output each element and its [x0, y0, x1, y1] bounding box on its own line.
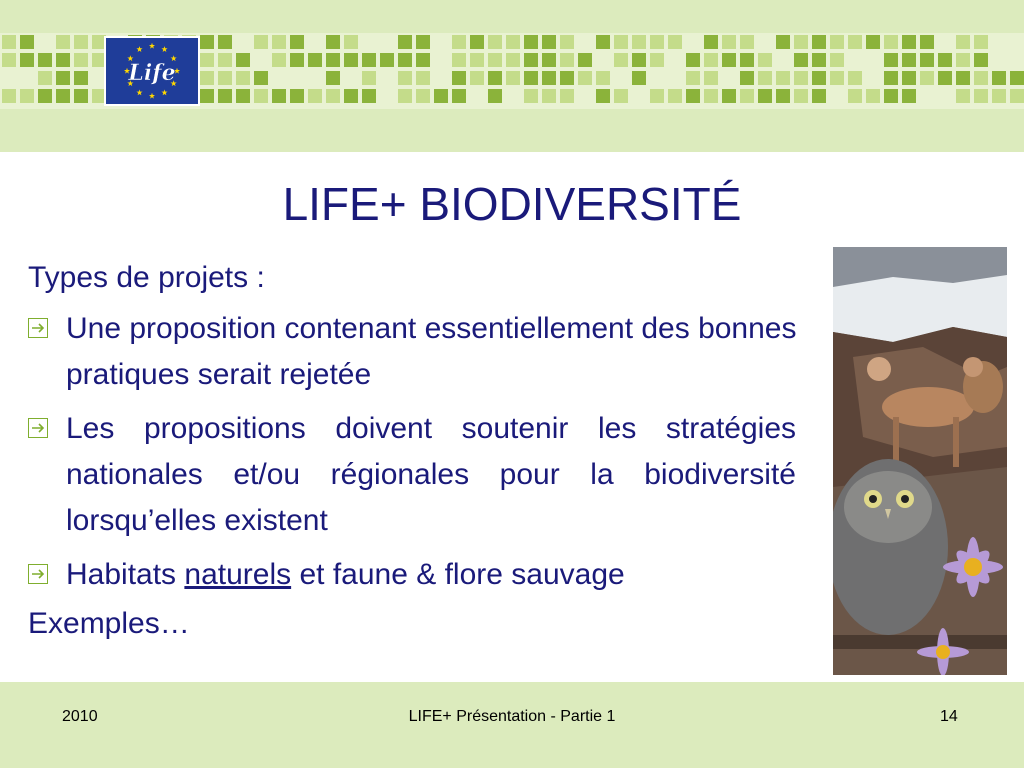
mosaic-tile [740, 35, 754, 49]
mosaic-tile [722, 35, 736, 49]
mosaic-tile [902, 35, 916, 49]
bullet-text: Les propositions doivent soutenir les stratégies nationales et/ou régionales pour la biodiversité lorsqu’elles existent [66, 412, 796, 537]
mosaic-tile [848, 71, 862, 85]
mosaic-tile [506, 53, 520, 67]
header-band [0, 0, 1024, 152]
wildlife-collage-graphic [833, 247, 1007, 675]
mosaic-tile [560, 89, 574, 103]
bullet-item [28, 406, 796, 544]
mosaic-tile [308, 53, 322, 67]
mosaic-tile [2, 35, 16, 49]
mosaic-tile [596, 89, 610, 103]
mosaic-tile [74, 89, 88, 103]
mosaic-tile [794, 71, 808, 85]
footer-band [0, 682, 1024, 768]
mosaic-tile [956, 35, 970, 49]
mosaic-tile [560, 53, 574, 67]
bullet-text-before: Habitats [66, 558, 185, 591]
bullet-text-after: et faune & flore sauvage [291, 558, 625, 591]
mosaic-tile [632, 35, 646, 49]
mosaic-tile [614, 89, 628, 103]
arrow-right-icon [28, 418, 48, 438]
mosaic-tile [200, 71, 214, 85]
mosaic-tile [380, 53, 394, 67]
mosaic-tile [920, 71, 934, 85]
mosaic-tile [866, 89, 880, 103]
mosaic-tile [812, 89, 826, 103]
mosaic-tile [704, 89, 718, 103]
mosaic-tile [506, 35, 520, 49]
mosaic-tile [812, 35, 826, 49]
mosaic-tile [326, 35, 340, 49]
mosaic-tile [524, 35, 538, 49]
mosaic-tile [74, 53, 88, 67]
eu-stars-icon [106, 38, 198, 104]
mosaic-tile [344, 35, 358, 49]
mosaic-tile [848, 35, 862, 49]
wildlife-collage [833, 247, 1007, 675]
mosaic-tile [722, 89, 736, 103]
mosaic-tile [272, 35, 286, 49]
mosaic-tile [308, 89, 322, 103]
mosaic-tile [542, 71, 556, 85]
logo-text: Life [128, 60, 176, 86]
mosaic-tile [200, 89, 214, 103]
mosaic-tile [56, 35, 70, 49]
mosaic-tile [830, 71, 844, 85]
outro-text: Exemples… [28, 607, 190, 640]
mosaic-tile [452, 53, 466, 67]
mosaic-tile [650, 53, 664, 67]
mosaic-tile [668, 89, 682, 103]
mosaic-tile [542, 35, 556, 49]
mosaic-tile [740, 89, 754, 103]
mosaic-tile [290, 35, 304, 49]
mosaic-tile [794, 89, 808, 103]
mosaic-tile [218, 53, 232, 67]
mosaic-tile [974, 53, 988, 67]
arrow-right-icon [28, 318, 48, 338]
mosaic-tile [884, 53, 898, 67]
mosaic-tile [614, 53, 628, 67]
mosaic-tile [488, 71, 502, 85]
mosaic-tile [398, 89, 412, 103]
mosaic-tile [902, 71, 916, 85]
mosaic-tile [506, 71, 520, 85]
mosaic-tile [686, 71, 700, 85]
mosaic-tile [2, 53, 16, 67]
mosaic-tile [326, 53, 340, 67]
mosaic-tile [830, 35, 844, 49]
mosaic-tile [2, 89, 16, 103]
mosaic-tile [488, 35, 502, 49]
mosaic-tile [794, 35, 808, 49]
mosaic-tile [578, 53, 592, 67]
mosaic-tile [596, 35, 610, 49]
bullet-item [28, 306, 818, 398]
mosaic-tile [218, 35, 232, 49]
mosaic-tile [398, 35, 412, 49]
mosaic-tile [20, 35, 34, 49]
mosaic-tile [776, 35, 790, 49]
mosaic-tile [992, 71, 1006, 85]
mosaic-tile [524, 71, 538, 85]
eu-life-logo [104, 36, 200, 106]
mosaic-tile [794, 53, 808, 67]
mosaic-tile [650, 89, 664, 103]
mosaic-tile [542, 53, 556, 67]
mosaic-tile [920, 35, 934, 49]
mosaic-tile [488, 53, 502, 67]
mosaic-tile [434, 89, 448, 103]
star-icon [161, 46, 167, 52]
mosaic-tile [200, 35, 214, 49]
mosaic-tile [452, 71, 466, 85]
mosaic-tile [236, 71, 250, 85]
slide-body [28, 258, 818, 644]
mosaic-tile [416, 53, 430, 67]
mosaic-tile [758, 53, 772, 67]
mosaic-tile [650, 35, 664, 49]
mosaic-tile [974, 71, 988, 85]
mosaic-tile [38, 71, 52, 85]
intro-text: Types de projets : [28, 261, 265, 294]
star-icon [136, 89, 142, 95]
mosaic-tile [524, 53, 538, 67]
mosaic-tile [218, 71, 232, 85]
mosaic-tile [812, 53, 826, 67]
mosaic-tile [542, 89, 556, 103]
mosaic-tile [326, 89, 340, 103]
mosaic-tile [416, 71, 430, 85]
mosaic-tile [20, 89, 34, 103]
mosaic-tile [362, 53, 376, 67]
mosaic-tile [74, 35, 88, 49]
mosaic-tile [38, 53, 52, 67]
mosaic-tile [884, 71, 898, 85]
star-icon [161, 89, 167, 95]
star-icon [136, 46, 142, 52]
bullet-text-underlined: naturels [184, 558, 292, 591]
mosaic-tile [470, 35, 484, 49]
mosaic-tile [974, 89, 988, 103]
mosaic-tile [254, 35, 268, 49]
slide-number: 14 [940, 708, 958, 725]
mosaic-tile [74, 71, 88, 85]
mosaic-tile [956, 53, 970, 67]
mosaic-tile [686, 53, 700, 67]
footer-title: LIFE+ Présentation - Partie 1 [408, 708, 616, 725]
mosaic-tile [632, 53, 646, 67]
mosaic-tile [938, 53, 952, 67]
mosaic-tile [866, 35, 880, 49]
mosaic-tile [254, 89, 268, 103]
slide-title: LIFE+ BIODIVERSITÉ [282, 178, 742, 230]
mosaic-tile [362, 89, 376, 103]
mosaic-tile [272, 53, 286, 67]
mosaic-tile [578, 71, 592, 85]
mosaic-tile [848, 89, 862, 103]
mosaic-tile [614, 35, 628, 49]
mosaic-tile [704, 71, 718, 85]
mosaic-tile [326, 71, 340, 85]
mosaic-tile [344, 53, 358, 67]
mosaic-tile [668, 35, 682, 49]
mosaic-tile [218, 89, 232, 103]
mosaic-tile [902, 89, 916, 103]
mosaic-tile [488, 89, 502, 103]
mosaic-tile [884, 35, 898, 49]
mosaic-tile [938, 71, 952, 85]
mosaic-tile [398, 71, 412, 85]
mosaic-tile [812, 71, 826, 85]
mosaic-tile [290, 89, 304, 103]
mosaic-tile [776, 89, 790, 103]
mosaic-tile [956, 71, 970, 85]
mosaic-tile [38, 89, 52, 103]
star-icon [149, 43, 155, 49]
mosaic-tile [236, 89, 250, 103]
mosaic-tile [470, 53, 484, 67]
mosaic-tile [758, 71, 772, 85]
mosaic-tile [884, 89, 898, 103]
bullet-item [28, 552, 818, 598]
mosaic-tile [200, 53, 214, 67]
mosaic-tile [56, 89, 70, 103]
mosaic-tile [470, 71, 484, 85]
mosaic-tile [902, 53, 916, 67]
mosaic-tile [704, 35, 718, 49]
mosaic-tile [830, 53, 844, 67]
mosaic-tile [740, 53, 754, 67]
star-icon [149, 93, 155, 99]
mosaic-tile [740, 71, 754, 85]
mosaic-tile [56, 53, 70, 67]
mosaic-tile [20, 53, 34, 67]
mosaic-tile [560, 71, 574, 85]
mosaic-tile [686, 89, 700, 103]
mosaic-tile [416, 35, 430, 49]
mosaic-tile [452, 35, 466, 49]
mosaic-tile [632, 71, 646, 85]
mosaic-tile [56, 71, 70, 85]
mosaic-tile [722, 53, 736, 67]
mosaic-tile [254, 71, 268, 85]
bullet-text: Une proposition contenant essentiellement des bonnes pratiques serait rejetée [66, 312, 797, 391]
mosaic-tile [452, 89, 466, 103]
mosaic-tile [236, 53, 250, 67]
mosaic-tile [272, 89, 286, 103]
mosaic-tile [776, 71, 790, 85]
mosaic-tile [560, 35, 574, 49]
mosaic-tile [524, 89, 538, 103]
arrow-right-icon [28, 564, 48, 584]
mosaic-tile [596, 71, 610, 85]
mosaic-tile [974, 35, 988, 49]
mosaic-tile [956, 89, 970, 103]
mosaic-tile [920, 53, 934, 67]
mosaic-tile [704, 53, 718, 67]
mosaic-tile [290, 53, 304, 67]
mosaic-tile [1010, 71, 1024, 85]
mosaic-tile [362, 71, 376, 85]
footer-year: 2010 [62, 708, 98, 725]
mosaic-tile [992, 89, 1006, 103]
mosaic-tile [758, 89, 772, 103]
mosaic-tile [1010, 89, 1024, 103]
mosaic-tile [344, 89, 358, 103]
mosaic-tile [416, 89, 430, 103]
mosaic-tile [398, 53, 412, 67]
